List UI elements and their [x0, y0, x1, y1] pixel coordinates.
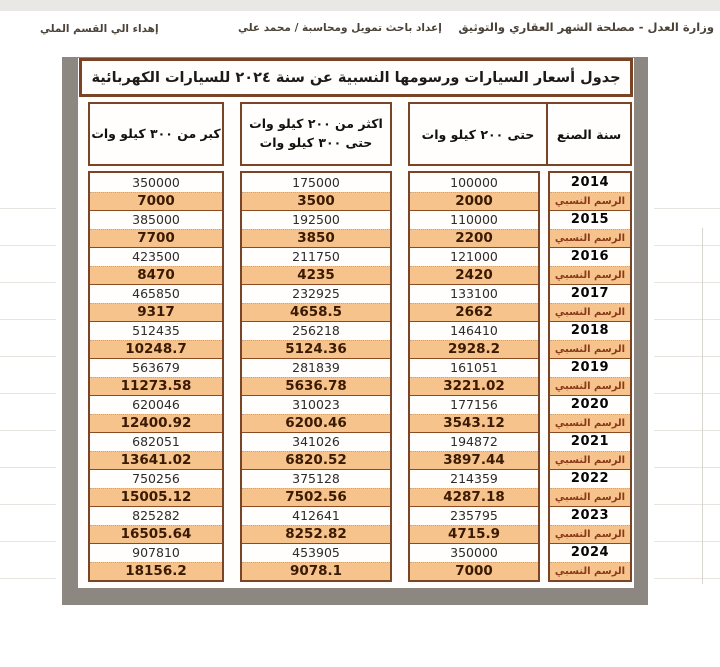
year-cell: 2015	[550, 210, 630, 229]
fee-cell: 6200.46	[242, 414, 390, 433]
fee-cell: 11273.58	[90, 377, 222, 396]
right-margin-vertical-gridline	[702, 228, 703, 584]
fee-cell: 18156.2	[90, 562, 222, 581]
price-cell: 423500	[90, 247, 222, 266]
price-cell: 177156	[410, 395, 538, 414]
price-cell: 235795	[410, 506, 538, 525]
header-cell-200to300	[240, 102, 392, 166]
fee-cell: 2000	[410, 192, 538, 211]
fee-label-cell: الرسم النسبي	[550, 377, 630, 396]
fee-cell: 13641.02	[90, 451, 222, 470]
year-cell: 2022	[550, 469, 630, 488]
fee-cell: 7700	[90, 229, 222, 248]
fee-cell: 3221.02	[410, 377, 538, 396]
column-group-200to300	[240, 102, 392, 582]
price-cell: 281839	[242, 358, 390, 377]
header-cell-over300: كبر من ٣٠٠ كيلو وات	[88, 102, 224, 166]
price-cell: 375128	[242, 469, 390, 488]
price-cell: 350000	[90, 173, 222, 192]
page-top-strip	[0, 0, 720, 11]
year-cell: 2014	[550, 173, 630, 192]
price-cell: 232925	[242, 284, 390, 303]
column-group-over300	[88, 102, 224, 582]
price-cell: 256218	[242, 321, 390, 340]
fee-cell: 3897.44	[410, 451, 538, 470]
fee-label-cell: الرسم النسبي	[550, 266, 630, 285]
price-cell: 563679	[90, 358, 222, 377]
price-cell: 385000	[90, 210, 222, 229]
price-cell: 133100	[410, 284, 538, 303]
fee-cell: 9078.1	[242, 562, 390, 581]
header-cell-year: سنة الصنع	[546, 104, 630, 164]
fee-cell: 4235	[242, 266, 390, 285]
dedication-text: إهداء الي القسم الملي	[40, 23, 159, 35]
fee-label-cell: الرسم النسبي	[550, 451, 630, 470]
fee-cell: 6820.52	[242, 451, 390, 470]
fee-label-cell: الرسم النسبي	[550, 229, 630, 248]
document-header-line	[0, 20, 720, 38]
price-cell: 465850	[90, 284, 222, 303]
price-cell: 100000	[410, 173, 538, 192]
price-cell: 175000	[242, 173, 390, 192]
fee-label-cell: الرسم النسبي	[550, 340, 630, 359]
table-columns	[78, 99, 634, 588]
fee-label-cell: الرسم النسبي	[550, 192, 630, 211]
fee-label-cell: الرسم النسبي	[550, 562, 630, 581]
fee-cell: 12400.92	[90, 414, 222, 433]
fee-cell: 2200	[410, 229, 538, 248]
price-cell: 310023	[242, 395, 390, 414]
price-cell: 825282	[90, 506, 222, 525]
year-cell: 2024	[550, 543, 630, 562]
price-cell: 121000	[410, 247, 538, 266]
prepared-by-text: إعداد باحث تمويل ومحاسبة / محمد علي	[238, 22, 442, 34]
mid-data-column	[240, 171, 392, 582]
header-200to300-line1: اكثر من ٢٠٠ كيلو وات	[249, 116, 383, 132]
header-cell-upto200: حتى ٢٠٠ كيلو وات	[421, 126, 535, 142]
fee-label-cell: الرسم النسبي	[550, 414, 630, 433]
header-year-upto200	[408, 102, 632, 166]
price-cell: 192500	[242, 210, 390, 229]
fee-cell: 2662	[410, 303, 538, 322]
fee-cell: 5124.36	[242, 340, 390, 359]
fee-cell: 3500	[242, 192, 390, 211]
fee-cell: 4715.9	[410, 525, 538, 544]
upto200-data-column	[408, 171, 540, 582]
fee-label-cell: الرسم النسبي	[550, 525, 630, 544]
price-cell: 146410	[410, 321, 538, 340]
price-cell: 512435	[90, 321, 222, 340]
price-cell: 350000	[410, 543, 538, 562]
fee-cell: 2420	[410, 266, 538, 285]
year-cell: 2018	[550, 321, 630, 340]
price-cell: 214359	[410, 469, 538, 488]
fee-cell: 4287.18	[410, 488, 538, 507]
table-title: جدول أسعار السيارات ورسومها النسبية عن سنة ٢٠٢٤ للسيارات الكهربائية	[79, 58, 633, 97]
column-group-year-upto200	[408, 102, 632, 582]
data-pair-year-upto200	[408, 171, 632, 582]
price-cell: 453905	[242, 543, 390, 562]
fee-cell: 16505.64	[90, 525, 222, 544]
price-cell: 412641	[242, 506, 390, 525]
fee-label-cell: الرسم النسبي	[550, 303, 630, 322]
year-cell: 2021	[550, 432, 630, 451]
price-cell: 110000	[410, 210, 538, 229]
price-table-sheet	[62, 57, 648, 605]
price-cell: 682051	[90, 432, 222, 451]
price-cell: 341026	[242, 432, 390, 451]
fee-cell: 3850	[242, 229, 390, 248]
fee-cell: 7000	[410, 562, 538, 581]
fee-cell: 9317	[90, 303, 222, 322]
fee-cell: 15005.12	[90, 488, 222, 507]
price-cell: 161051	[410, 358, 538, 377]
fee-cell: 7502.56	[242, 488, 390, 507]
year-cell: 2023	[550, 506, 630, 525]
price-cell: 194872	[410, 432, 538, 451]
fee-cell: 4658.5	[242, 303, 390, 322]
year-cell: 2016	[550, 247, 630, 266]
fee-cell: 2928.2	[410, 340, 538, 359]
header-200to300-line2: حتى ٣٠٠ كيلو وات	[259, 135, 373, 150]
fee-cell: 8252.82	[242, 525, 390, 544]
right-margin-gridlines	[654, 172, 720, 584]
fee-cell: 8470	[90, 266, 222, 285]
price-cell: 620046	[90, 395, 222, 414]
price-cell: 907810	[90, 543, 222, 562]
ministry-title-text: وزارة العدل - مصلحة الشهر العقاري والتوثيق	[458, 20, 714, 34]
year-cell: 2017	[550, 284, 630, 303]
price-cell: 211750	[242, 247, 390, 266]
fee-cell: 10248.7	[90, 340, 222, 359]
year-cell: 2019	[550, 358, 630, 377]
year-data-column	[548, 171, 632, 582]
fee-cell: 3543.12	[410, 414, 538, 433]
year-cell: 2020	[550, 395, 630, 414]
fee-cell: 5636.78	[242, 377, 390, 396]
left-margin-gridlines	[0, 172, 56, 584]
fee-label-cell: الرسم النسبي	[550, 488, 630, 507]
over300-data-column	[88, 171, 224, 582]
fee-cell: 7000	[90, 192, 222, 211]
price-cell: 750256	[90, 469, 222, 488]
